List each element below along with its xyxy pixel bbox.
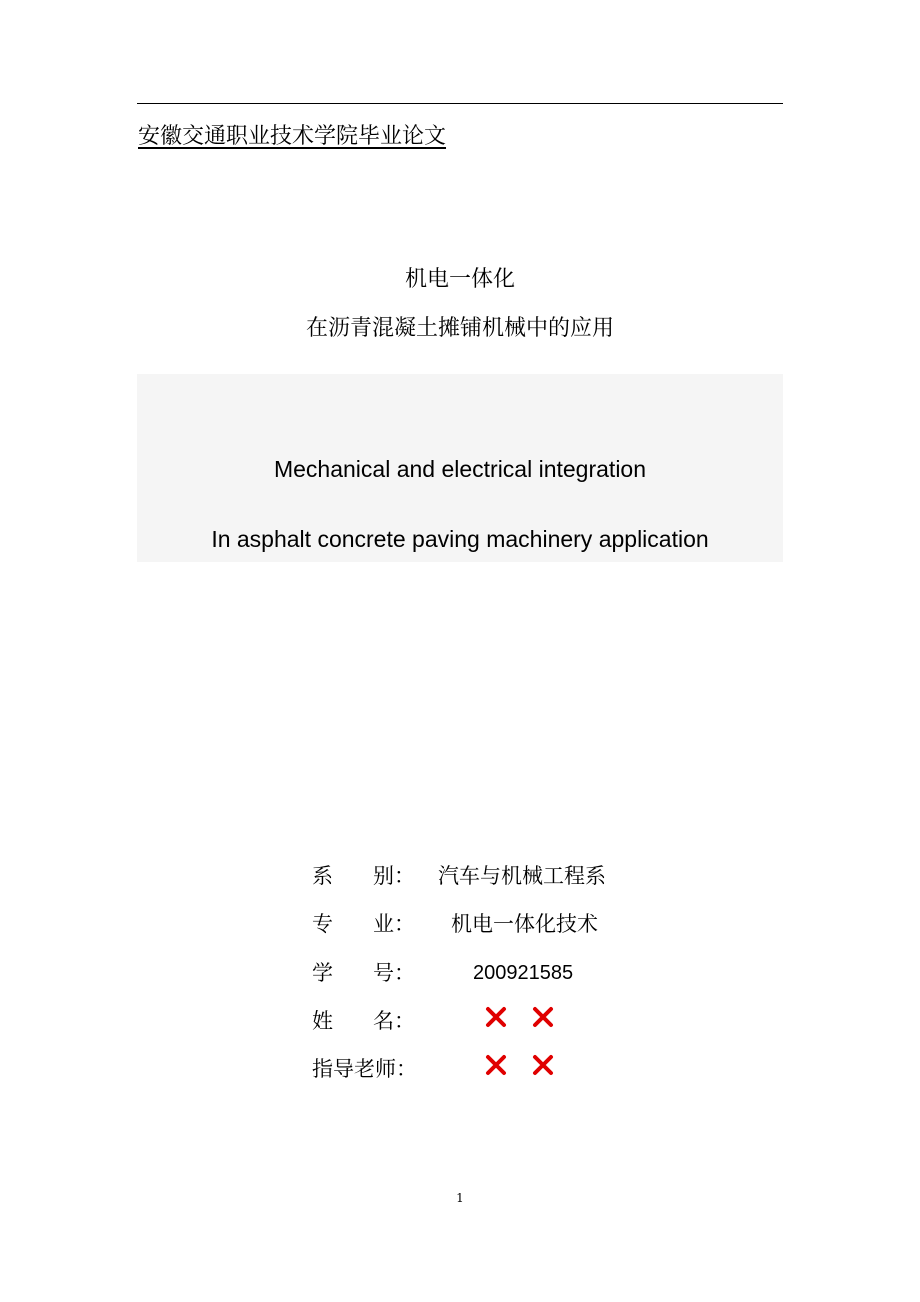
title-cn-line2: 在沥青混凝土摊铺机械中的应用: [305, 316, 614, 341]
page-number: 1: [456, 1191, 464, 1205]
student-id-label: 学 号：: [312, 961, 416, 985]
student-id-value: 200921585: [473, 962, 574, 984]
school-header: 安徽交通职业技术学院毕业论文: [138, 124, 447, 149]
major-value: 机电一体化技术: [451, 912, 598, 936]
title-en-line2: In asphalt concrete paving machinery application: [211, 526, 709, 552]
red-x-icon: [532, 1054, 554, 1076]
major-label: 专 业：: [312, 912, 416, 936]
title-cn-line1: 机电一体化: [404, 267, 515, 292]
title-en-line1: Mechanical and electrical integration: [273, 456, 647, 482]
red-x-icon: [485, 1054, 507, 1076]
name-label: 姓 名：: [312, 1009, 416, 1033]
department-label: 系 别：: [312, 864, 416, 888]
department-value: 汽车与机械工程系: [438, 864, 606, 888]
red-x-icon: [485, 1006, 507, 1028]
advisor-label: 指导老师：: [312, 1057, 417, 1081]
red-x-icon: [532, 1006, 554, 1028]
header-rule: [137, 103, 783, 104]
